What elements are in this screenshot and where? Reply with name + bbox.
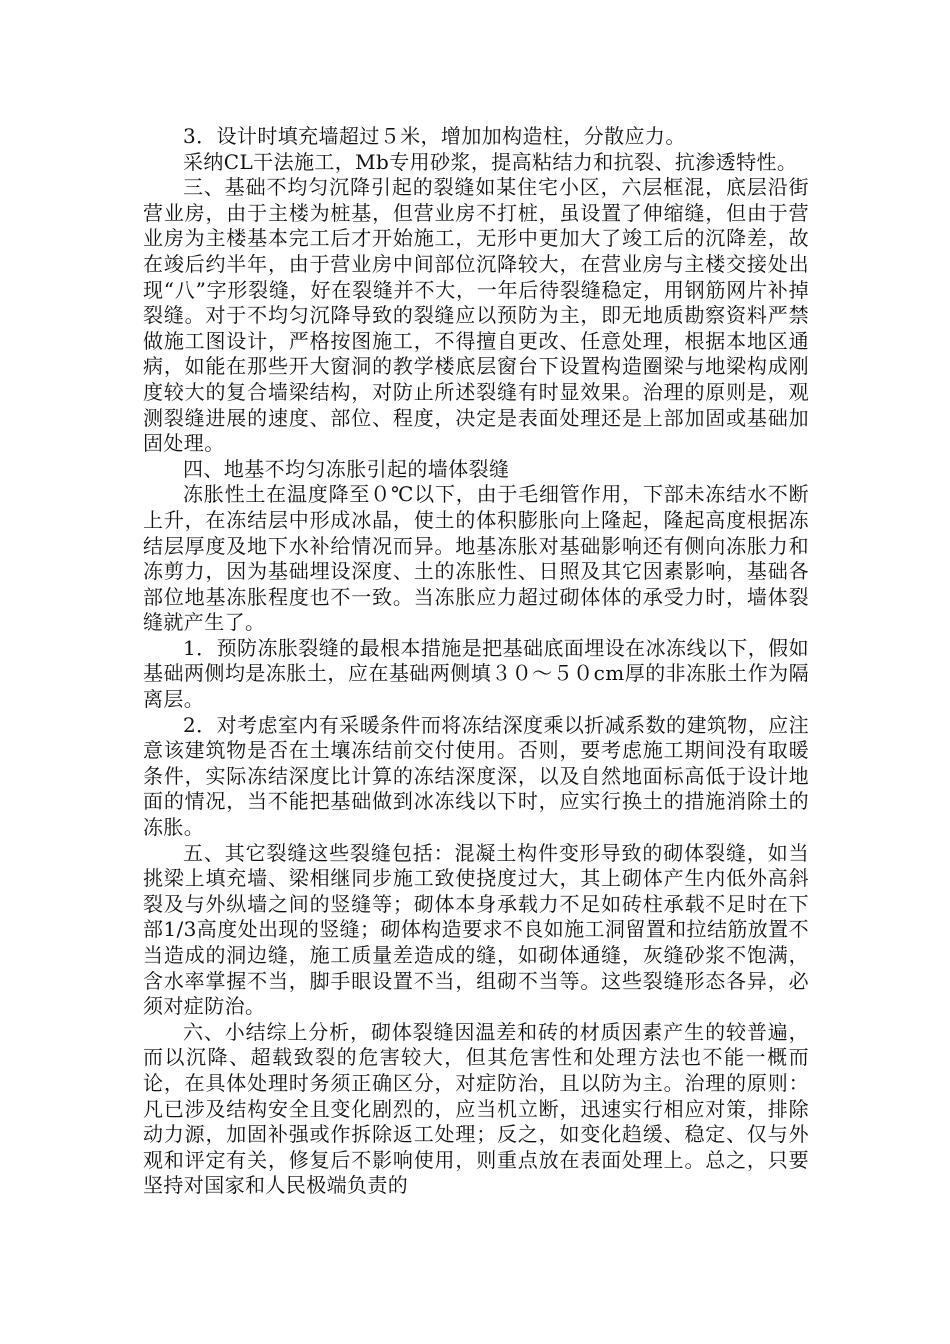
paragraph-frost-heave-explanation: 冻胀性土在温度降至０℃以下，由于毛细管作用，下部未冻结水不断上升，在冻结层中形成冰晶，使土的体积膨胀向上隆起，隆起高度根据冻结层厚度及地下水补给情况而异。地基冻胀对基础影响还有侧向冻胀力和冻剪力，因为基础埋设深度、土的冻胀性、日照及其它因素影响，基础各部位地基冻胀程度也不一致。当冻胀应力超过砌体体的承受力时，墙体裂缝就产生了。 (143, 482, 809, 635)
paragraph-item-2-heating: 2．对考虑室内有采暖条件而将冻结深度乘以折减系数的建筑物，应注意该建筑物是否在土壤冻结前交付使用。否则，要考虑施工期间没有取暖条件，实际冻结深度比计算的冻结深度深，以及自然地面标高低于设计地面的情况，当不能把基础做到冰冻线以下时，应实行换土的措施消除土的冻胀。 (143, 712, 809, 840)
paragraph-section-3-settlement-cracks: 三、基础不均匀沉降引起的裂缝如某住宅小区，六层框混，底层沿街营业房，由于主楼为桩基，但营业房不打桩，虽设置了伸缩缝，但由于营业房为主楼基本完工后才开始施工，无形中更加大了竣工后的沉降差，故在竣后约半年，由于营业房中间部位沉降较大，在营业房与主楼交接处出现“八”字形裂缝，好在裂缝并不大，一年后待裂缝稳定，用钢筋网片补掉裂缝。对于不均匀沉降导致的裂缝应以预防为主，即无地质勘察资料严禁做施工图设计，严格按图施工，不得擅自更改、任意处理，根据本地区通病，如能在那些开大窗洞的教学楼底层窗台下设置构造圈梁与地梁构成刚度较大的复合墙梁结构，对防止所述裂缝有时显效果。治理的原则是，观测裂缝进展的速度、部位、程度，决定是表面处理还是上部加固或基础加固处理。 (143, 175, 809, 456)
paragraph-item-3-design: 3．设计时填充墙超过５米，增加加构造柱，分散应力。 (183, 124, 686, 148)
paragraph-item-1-prevention: 1．预防冻胀裂缝的最根本措施是把基础底面埋设在冰冻线以下，假如基础两侧均是冻胀土，应在基础两侧填３０～５０cm厚的非冻胀土作为隔离层。 (143, 635, 809, 712)
heading-section-4-frost-heave: 四、地基不均匀冻胀引起的墙体裂缝 (183, 456, 510, 481)
paragraph-section-5-other-cracks: 五、其它裂缝这些裂缝包括：混凝土构件变形导致的砌体裂缝，如当挑梁上填充墙、梁相继同步施工致使挠度过大，其上砌体产生内低外高斜裂及与外纵墙之间的竖缝等；砌体本身承载力不足如砖柱承载不足时在下部1/3高度处出现的竖缝；砌体构造要求不良如施工洞留置和拉结筋放置不当造成的洞边缝，施工质量差造成的缝，如砌体通缝，灰缝砂浆不饱满，含水率掌握不当，脚手眼设置不当，组砌不当等。这些裂缝形态各异，必须对症防治。 (143, 840, 809, 1019)
paragraph-section-6-summary: 六、小结综上分析，砌体裂缝因温差和砖的材质因素产生的较普遍，而以沉降、超载致裂的危害较大，但其危害性和处理方法也不能一概而论，在具体处理时务须正确区分，对症防治，且以防为主。治理的原则：凡已涉及结构安全且变化剧烈的，应当机立断，迅速实行相应对策，排除动力源，加固补强或作拆除返工处理；反之，如变化趋缓、稳定、仅与外观和评定有关，修复后不影响使用，则重点放在表面处理上。总之，只要坚持对国家和人民极端负责的 (143, 1019, 809, 1198)
document-body (143, 124, 809, 1199)
paragraph-cl-dry-construction: 采纳CL干法施工，Mb专用砂浆，提高粘结力和抗裂、抗渗透特性。 (183, 149, 798, 174)
